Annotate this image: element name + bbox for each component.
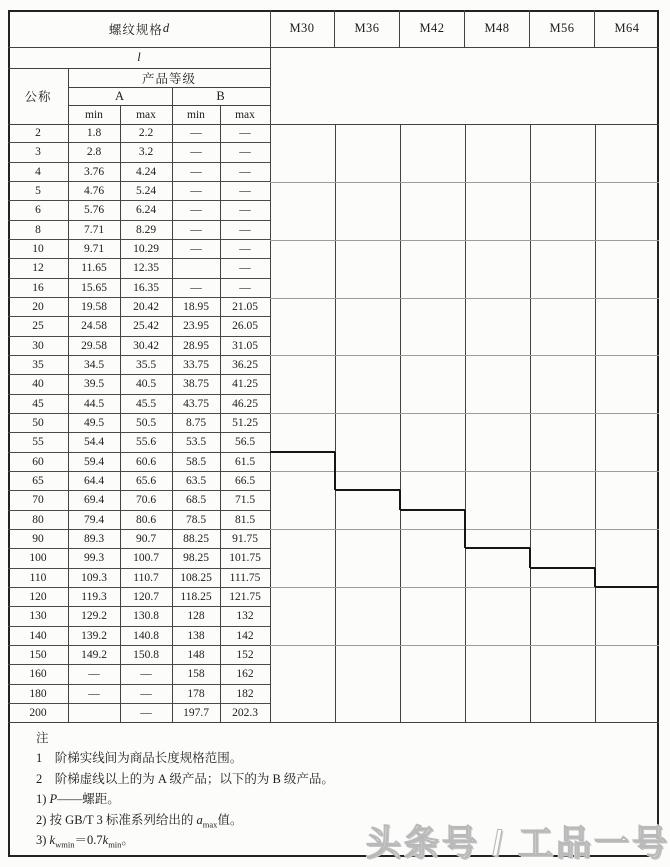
- cell-nominal: 6: [35, 204, 41, 217]
- grid-hline: [270, 355, 659, 356]
- cell-a-max: 150.8: [133, 649, 159, 662]
- product-grade-label: 产品等级: [141, 71, 196, 86]
- grid-hline: [270, 471, 659, 472]
- cell-a-min: 11.65: [81, 262, 107, 275]
- a-max-header: [120, 105, 172, 124]
- stair-hline-m42: [400, 509, 465, 511]
- cell-a-max: 35.5: [135, 359, 157, 372]
- table-row: [8, 511, 270, 530]
- cell-a-min: 69.4: [83, 494, 105, 507]
- cell-b-min: 33.75: [183, 359, 209, 372]
- cell-a-min: 29.58: [81, 339, 107, 352]
- cell-a-max: 50.5: [135, 417, 157, 430]
- cell-a-max: 30.42: [133, 339, 159, 352]
- table-row: [8, 221, 270, 240]
- cell-b-min: 78.5: [185, 513, 207, 526]
- cell-nominal: 3: [35, 146, 41, 159]
- cell-b-max: —: [239, 262, 251, 275]
- grid-hline: [270, 413, 659, 414]
- cell-b-min: —: [190, 127, 202, 140]
- cell-b-max: 111.75: [229, 571, 261, 584]
- cell-nominal: 70: [32, 494, 44, 507]
- table-row: [8, 704, 270, 722]
- cell-b-min: 43.75: [183, 397, 209, 410]
- nominal-label: 公称: [24, 90, 52, 104]
- cell-nominal: 130: [29, 610, 47, 623]
- length-symbol: l: [137, 50, 141, 64]
- table-row: [8, 298, 270, 317]
- cell-a-min: 99.3: [83, 552, 105, 565]
- cell-b-max: 71.5: [234, 494, 256, 507]
- cell-b-max: 26.05: [232, 320, 258, 333]
- stair-hline-m36: [335, 489, 400, 491]
- grid-hline: [270, 182, 659, 183]
- cell-a-min: 34.5: [83, 359, 105, 372]
- a-min-header: [68, 105, 120, 124]
- cell-b-min: 118.25: [180, 591, 212, 604]
- cell-b-max: 31.05: [232, 339, 258, 352]
- length-row-line: [8, 68, 270, 69]
- stair-vline: [529, 548, 531, 568]
- left-right-divider-line: [270, 10, 271, 722]
- grade-a-header: [68, 87, 172, 105]
- cell-b-min: 108.25: [180, 571, 212, 584]
- stair-hline-m64: [595, 586, 659, 588]
- cell-b-min: 158: [187, 668, 205, 681]
- cell-nominal: 80: [32, 513, 44, 526]
- stair-hline-m48: [465, 547, 530, 549]
- data-top-line: [8, 124, 659, 125]
- m30-m36-col-line: [335, 124, 336, 722]
- cell-a-max: 16.35: [133, 281, 159, 294]
- cell-a-min: 2.8: [86, 146, 102, 159]
- cell-b-min: 23.95: [183, 320, 209, 333]
- b-minmax-col-line: [220, 105, 221, 722]
- cell-nominal: 4: [35, 165, 41, 178]
- cell-a-min: 19.58: [81, 301, 107, 314]
- cell-nominal: 16: [32, 281, 44, 294]
- a-min-label: min: [85, 108, 103, 121]
- cell-b-max: —: [239, 204, 251, 217]
- table-row: [8, 317, 270, 336]
- table-row: [8, 588, 270, 607]
- table-row: [8, 646, 270, 665]
- cell-b-min: —: [190, 185, 202, 198]
- cell-b-min: 178: [187, 687, 205, 700]
- cell-a-min: 49.5: [83, 417, 105, 430]
- table-row: [8, 163, 270, 182]
- cell-b-max: —: [239, 146, 251, 159]
- cell-b-min: —: [190, 281, 202, 294]
- table-row: [8, 279, 270, 298]
- cell-b-max: 202.3: [232, 707, 258, 719]
- cell-nominal: 30: [32, 339, 44, 352]
- cell-a-min: 79.4: [83, 513, 105, 526]
- cell-a-max: 130.8: [133, 610, 159, 623]
- cell-a-min: 149.2: [81, 649, 107, 662]
- cell-nominal: 200: [29, 707, 47, 719]
- cell-a-min: 3.76: [83, 165, 105, 178]
- cell-b-max: 21.05: [232, 301, 258, 314]
- cell-a-min: 119.3: [81, 591, 107, 604]
- grade-row-line: [68, 87, 270, 88]
- table-row: [8, 627, 270, 646]
- table-row: [8, 356, 270, 375]
- cell-nominal: 120: [29, 591, 47, 604]
- cell-b-min: 53.5: [185, 436, 207, 449]
- cell-a-max: 45.5: [135, 397, 157, 410]
- table-row: [8, 337, 270, 356]
- col-header-size: M42: [399, 10, 464, 47]
- table-row: [8, 665, 270, 684]
- cell-nominal: 180: [29, 687, 47, 700]
- cell-a-max: —: [140, 668, 152, 681]
- cell-nominal: 50: [32, 417, 44, 430]
- thread-spec-label: 螺纹规格: [108, 22, 163, 37]
- thread-spec-symbol: d: [162, 21, 170, 35]
- cell-a-max: 60.6: [135, 455, 157, 468]
- table-row: [8, 201, 270, 220]
- nominal-col-line: [68, 68, 69, 722]
- cell-nominal: 20: [32, 301, 44, 314]
- cell-nominal: 2: [35, 127, 41, 140]
- cell-nominal: 100: [29, 552, 47, 565]
- cell-b-min: —: [190, 165, 202, 178]
- cell-b-max: 46.25: [232, 397, 258, 410]
- cell-nominal: 55: [32, 436, 44, 449]
- b-min-header: [172, 105, 220, 124]
- note-1: 1 阶梯实线间为商品长度规格范围。: [36, 751, 243, 766]
- cell-b-min: —: [190, 146, 202, 159]
- cell-nominal: 5: [35, 185, 41, 198]
- cell-b-max: 51.25: [232, 417, 258, 430]
- cell-b-min: 63.5: [185, 475, 207, 488]
- cell-nominal: 35: [32, 359, 44, 372]
- col-header-size: M56: [529, 10, 594, 47]
- cell-a-max: 8.29: [135, 223, 157, 236]
- cell-a-min: 44.5: [83, 397, 105, 410]
- stair-hline-m30: [270, 451, 335, 453]
- cell-nominal: 150: [29, 649, 47, 662]
- grid-hline: [270, 298, 659, 299]
- cell-b-min: 98.25: [183, 552, 209, 565]
- cell-nominal: 12: [32, 262, 44, 275]
- cell-b-min: 148: [187, 649, 205, 662]
- cell-a-min: 109.3: [81, 571, 107, 584]
- cell-a-max: 3.2: [138, 146, 154, 159]
- cell-b-min: 58.5: [185, 455, 207, 468]
- col-header-size: M48: [464, 10, 529, 47]
- cell-b-min: 8.75: [185, 417, 207, 430]
- cell-b-max: —: [239, 223, 251, 236]
- b-max-label: max: [235, 108, 255, 121]
- cell-b-min: 88.25: [183, 533, 209, 546]
- thread-spec-header: [8, 10, 270, 47]
- cell-b-max: 56.5: [234, 436, 256, 449]
- cell-a-max: 120.7: [133, 591, 159, 604]
- cell-a-max: 100.7: [133, 552, 159, 565]
- cell-a-max: —: [140, 687, 152, 700]
- table-row: [8, 414, 270, 433]
- cell-a-min: —: [88, 668, 100, 681]
- note-2: 2 阶梯虚线以上的为 A 级产品；以下的为 B 级产品。: [36, 771, 334, 786]
- cell-a-max: 6.24: [135, 204, 157, 217]
- cell-a-min: 15.65: [81, 281, 107, 294]
- b-min-label: min: [187, 108, 205, 121]
- cell-b-max: 121.75: [229, 591, 261, 604]
- cell-a-min: 7.71: [83, 223, 105, 236]
- length-header: [8, 47, 270, 68]
- m56-m64-col-line: [595, 124, 596, 722]
- cell-nominal: 65: [32, 475, 44, 488]
- cell-nominal: 45: [32, 397, 44, 410]
- b-max-header: [220, 105, 270, 124]
- cell-a-max: 65.6: [135, 475, 157, 488]
- cell-a-min: 5.76: [83, 204, 105, 217]
- grid-hline: [270, 240, 659, 241]
- cell-a-min: 54.4: [83, 436, 105, 449]
- cell-a-min: 9.71: [83, 243, 105, 256]
- cell-a-max: —: [140, 707, 152, 719]
- cell-a-min: 139.2: [81, 629, 107, 642]
- cell-b-max: 182: [236, 687, 254, 700]
- stair-vline: [594, 568, 596, 587]
- cell-b-max: —: [239, 281, 251, 294]
- cell-b-min: —: [190, 223, 202, 236]
- cell-nominal: 110: [29, 571, 47, 584]
- cell-a-max: 140.8: [133, 629, 159, 642]
- cell-b-min: 18.95: [183, 301, 209, 314]
- cell-b-min: —: [190, 204, 202, 217]
- cell-b-min: —: [190, 243, 202, 256]
- cell-a-min: 59.4: [83, 455, 105, 468]
- cell-nominal: 140: [29, 629, 47, 642]
- cell-b-min: 138: [187, 629, 205, 642]
- notes-heading: 注: [36, 731, 49, 745]
- cell-a-max: 80.6: [135, 513, 157, 526]
- note-footnote-1: 1) P——螺距。: [36, 792, 120, 807]
- cell-a-max: 25.42: [133, 320, 159, 333]
- stair-hline-m56: [530, 567, 595, 569]
- grid-hline: [270, 645, 659, 646]
- cell-a-min: 39.5: [83, 378, 105, 391]
- table-row: [8, 472, 270, 491]
- cell-b-min: 38.75: [183, 378, 209, 391]
- cell-a-max: 10.29: [133, 243, 159, 256]
- cell-a-min: 4.76: [83, 185, 105, 198]
- cell-a-min: 89.3: [83, 533, 105, 546]
- cell-b-min: 68.5: [185, 494, 207, 507]
- cell-b-max: 61.5: [234, 455, 256, 468]
- cell-b-max: 162: [236, 668, 254, 681]
- a-max-label: max: [136, 108, 156, 121]
- cell-nominal: 160: [29, 668, 47, 681]
- table-row: [8, 569, 270, 588]
- cell-b-max: 36.25: [232, 359, 258, 372]
- m48-m56-col-line: [530, 124, 531, 722]
- cell-b-max: —: [239, 243, 251, 256]
- cell-a-min: 24.58: [81, 320, 107, 333]
- col-header-size: M64: [594, 10, 659, 47]
- ab-row-line: [68, 105, 270, 106]
- cell-b-max: 91.75: [232, 533, 258, 546]
- cell-b-max: 152: [236, 649, 254, 662]
- grade-b-label: B: [216, 88, 226, 103]
- grade-a-label: A: [114, 88, 126, 103]
- cell-b-max: 101.75: [229, 552, 261, 565]
- stair-vline: [399, 490, 401, 510]
- cell-a-max: 2.2: [138, 127, 154, 140]
- cell-a-max: 5.24: [135, 185, 157, 198]
- cell-nominal: 60: [32, 455, 44, 468]
- cell-b-min: 197.7: [183, 707, 209, 719]
- table-row: [8, 375, 270, 394]
- cell-a-min: 1.8: [86, 127, 102, 140]
- nominal-header: [8, 68, 68, 124]
- cell-b-max: 41.25: [232, 378, 258, 391]
- table-row: [8, 607, 270, 626]
- cell-a-min: —: [88, 687, 100, 700]
- cell-b-max: —: [239, 185, 251, 198]
- table-row: [8, 182, 270, 201]
- table-row: [8, 124, 270, 143]
- note-footnote-3: 3) $k_{wmin}=0.7k_{min}$。: [36, 832, 134, 850]
- cell-nominal: 90: [32, 533, 44, 546]
- cell-nominal: 25: [32, 320, 44, 333]
- cell-b-min: 128: [187, 610, 205, 623]
- ab-col-line: [172, 87, 173, 722]
- header-bottom-line: [8, 47, 659, 48]
- stair-vline: [334, 452, 336, 490]
- cell-b-max: —: [239, 127, 251, 140]
- cell-a-max: 4.24: [135, 165, 157, 178]
- cell-a-max: 70.6: [135, 494, 157, 507]
- cell-a-min: 129.2: [81, 610, 107, 623]
- col-header-size: M36: [334, 10, 399, 47]
- table-row: [8, 530, 270, 549]
- cell-b-max: 132: [236, 610, 254, 623]
- a-minmax-col-line: [120, 105, 121, 722]
- cell-a-max: 110.7: [133, 571, 159, 584]
- table-row: [8, 491, 270, 510]
- cell-a-max: 40.5: [135, 378, 157, 391]
- cell-b-max: 142: [236, 629, 254, 642]
- cell-b-max: 66.5: [234, 475, 256, 488]
- length-table-body: [8, 124, 270, 722]
- cell-a-max: 90.7: [135, 533, 157, 546]
- size-header-row: [270, 10, 659, 47]
- cell-b-max: —: [239, 165, 251, 178]
- col-header-size: M30: [289, 21, 315, 35]
- product-grade-header: [68, 68, 270, 87]
- table-row: [8, 143, 270, 162]
- cell-nominal: 10: [32, 243, 44, 256]
- stair-vline: [464, 510, 466, 548]
- cell-a-max: 55.6: [135, 436, 157, 449]
- grade-b-header: [172, 87, 270, 105]
- table-row: [8, 453, 270, 472]
- m42-m48-col-line: [465, 124, 466, 722]
- watermark: 头条号 / 工品一号: [365, 824, 670, 863]
- cell-b-max: 81.5: [234, 513, 256, 526]
- data-bottom-line: [8, 722, 659, 723]
- table-row: [8, 240, 270, 259]
- m36-m42-col-line: [400, 124, 401, 722]
- table-row: [8, 685, 270, 704]
- table-row: [8, 549, 270, 568]
- cell-a-max: 12.35: [133, 262, 159, 275]
- cell-nominal: 40: [32, 378, 44, 391]
- note-footnote-2: 2) 按 GB/T 3 标准系列给出的 $a_{max}$值。: [36, 812, 243, 830]
- cell-b-min: 28.95: [183, 339, 209, 352]
- table-row: [8, 259, 270, 278]
- table-row: [8, 433, 270, 452]
- cell-nominal: 8: [35, 223, 41, 236]
- table-row: [8, 395, 270, 414]
- cell-a-min: 64.4: [83, 475, 105, 488]
- cell-a-max: 20.42: [133, 301, 159, 314]
